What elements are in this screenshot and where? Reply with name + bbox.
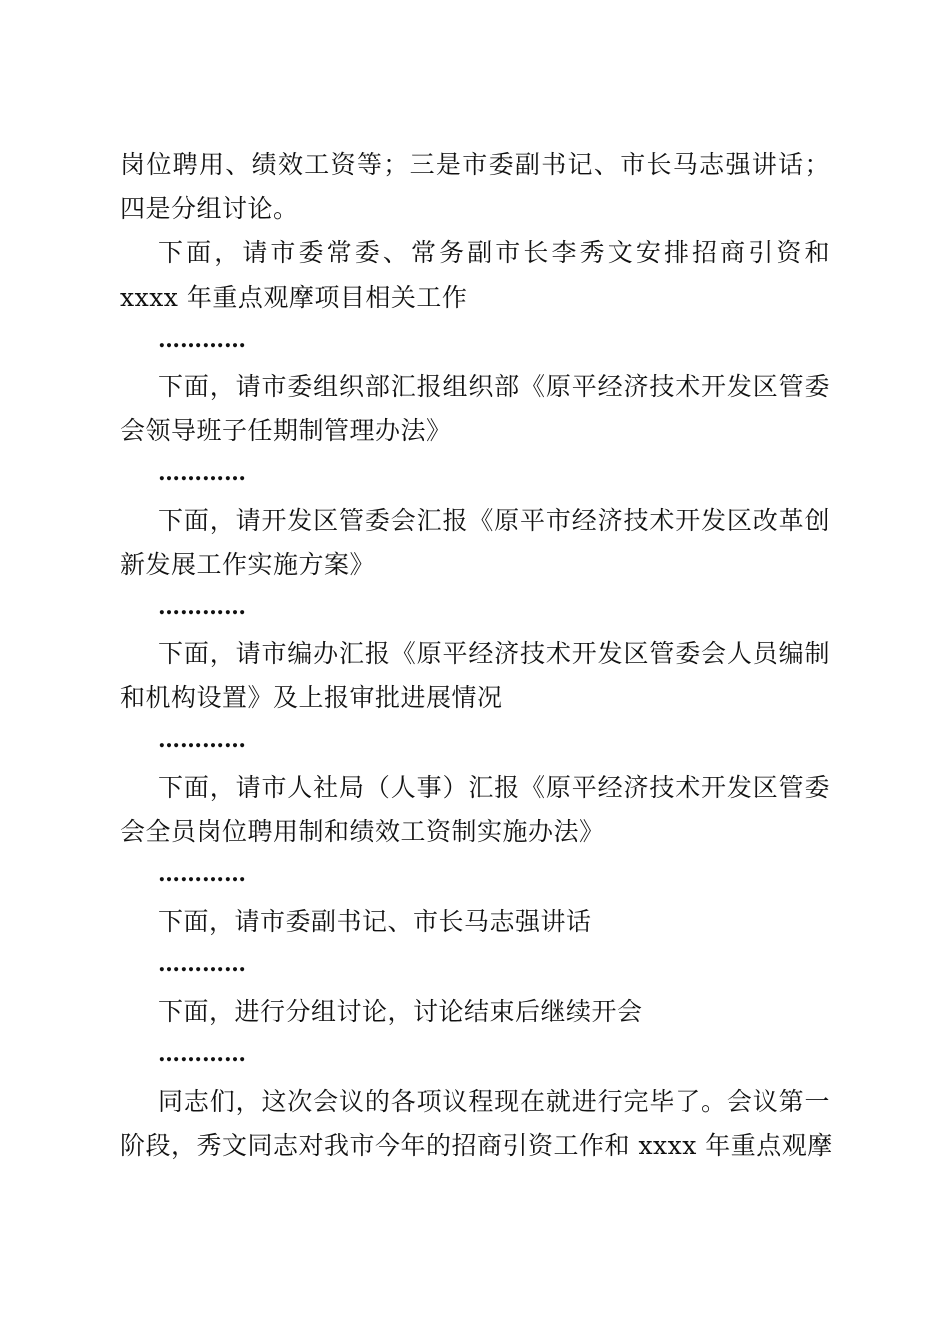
text-line: 会全员岗位聘用制和绩效工资制实施办法》	[120, 817, 605, 846]
text-line: 和机构设置》及上报审批进展情况	[120, 683, 503, 712]
ellipsis-line: …………	[158, 594, 246, 620]
text-line: 下面，请市委副书记、市长马志强讲话	[158, 907, 592, 936]
text-line: 同志们，这次会议的各项议程现在就进行完毕了。会议第一	[158, 1087, 830, 1116]
text-line: 下面，请市委常委、常务副市长李秀文安排招商引资和	[158, 238, 830, 267]
ellipsis-line: …………	[158, 327, 246, 353]
text-line: 阶段，秀文同志对我市今年的招商引资工作和 xxxx 年重点观摩	[120, 1131, 833, 1160]
text-line: 下面，请市委组织部汇报组织部《原平经济技术开发区管委	[158, 372, 830, 401]
ellipsis-line: …………	[158, 460, 246, 486]
text-line: 四是分组讨论。	[120, 194, 299, 223]
text-line: 下面，请市编办汇报《原平经济技术开发区管委会人员编制	[158, 639, 830, 668]
text-line: 岗位聘用、绩效工资等；三是市委副书记、市长马志强讲话；	[120, 150, 830, 179]
text-line: 新发展工作实施方案》	[120, 550, 376, 579]
text-line: xxxx 年重点观摩项目相关工作	[120, 283, 468, 312]
text-line: 会领导班子任期制管理办法》	[120, 416, 452, 445]
text-line: 下面，进行分组讨论，讨论结束后继续开会	[158, 997, 643, 1026]
ellipsis-line: …………	[158, 727, 246, 753]
text-line: 下面，请开发区管委会汇报《原平市经济技术开发区改革创	[158, 506, 830, 535]
ellipsis-line: …………	[158, 951, 246, 977]
text-line: 下面，请市人社局（人事）汇报《原平经济技术开发区管委	[158, 773, 830, 802]
ellipsis-line: …………	[158, 1041, 246, 1067]
ellipsis-line: …………	[158, 861, 246, 887]
